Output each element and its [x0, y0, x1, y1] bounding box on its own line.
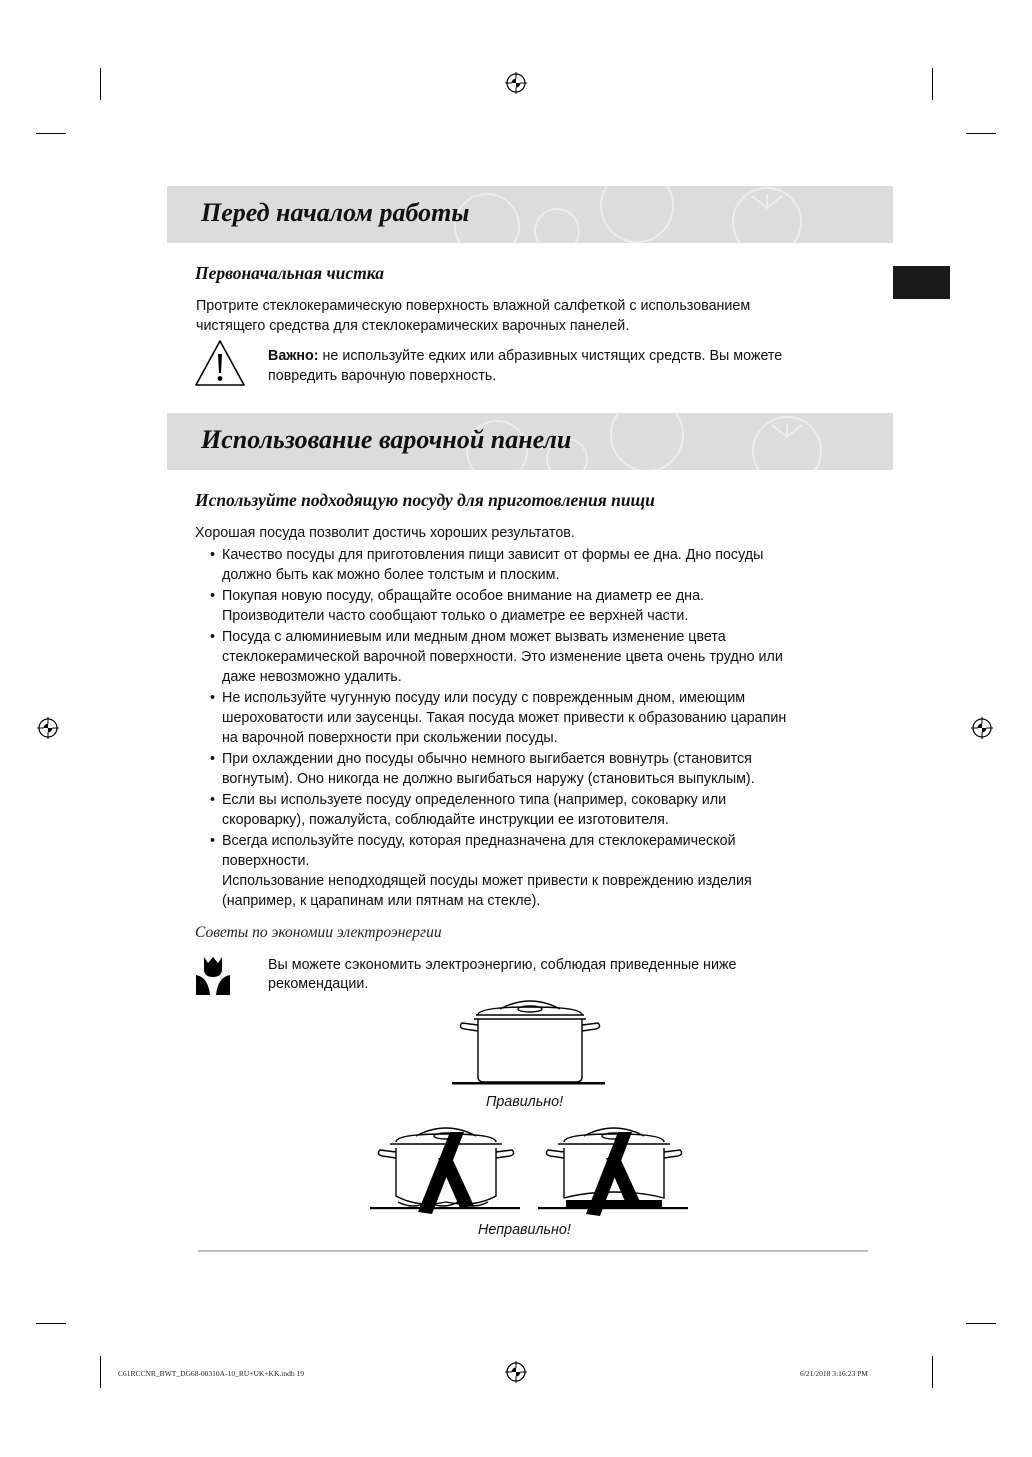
list-item: • Посуда с алюминиевым или медным дном может вызвать изменение цвета стеклокерамической варочной поверхности. Это изменение цвета очень трудно или даже невозможно удалить. [210, 629, 783, 685]
registration-mark-icon [971, 717, 993, 739]
crop-mark [100, 1356, 101, 1388]
crop-mark [966, 1323, 996, 1324]
list-item: • Не используйте чугунную посуду или посуду с поврежденным дном, имеющим шероховатости или заусенцы. Такая посуда может привести к образованию царапин на варочной поверхности при скольжении посуды. [210, 690, 787, 746]
registration-mark-icon [505, 72, 527, 94]
list-item: • Всегда используйте посуду, которая предназначена для стеклокерамической поверхности. Использование неподходящей посуды может привести к повреждению изделия (например, к царапинам или пятнам на стекле). [210, 833, 752, 909]
section-title: Перед началом работы [201, 198, 470, 227]
list-item: • Покупая новую посуду, обращайте особое внимание на диаметр ее дна. Производители часто сообщают только о диаметре ее верхней части. [210, 588, 704, 624]
crop-mark [966, 133, 996, 134]
crop-mark [36, 133, 66, 134]
divider [198, 1250, 868, 1252]
crop-mark [100, 68, 101, 100]
incorrect-caption: Неправильно! [478, 1222, 571, 1238]
crop-mark [932, 68, 933, 100]
warning-text [268, 346, 782, 366]
paragraph-line: Протрите стеклокерамическую поверхность влажной салфеткой с использованием [196, 298, 751, 314]
footer-timestamp: 6/21/2018 3:16:23 PM [800, 1369, 868, 1378]
paragraph-line: чистящего средства для стеклокерамических варочных панелей. [196, 318, 630, 334]
language-tab [893, 266, 950, 299]
tips-title: Советы по экономии электроэнергии [195, 924, 442, 941]
intro-text: Хорошая посуда позволит достичь хороших результатов. [195, 525, 575, 541]
subsection-title: Используйте подходящую посуду для приготовления пищи [195, 490, 655, 510]
list-item: • При охлаждении дно посуды обычно немного выгибается вовнутрь (становится вогнутым). Оно никогда не должно выгибаться наружу (становиться выпуклым). [210, 751, 755, 787]
correct-caption: Правильно! [486, 1094, 564, 1110]
tips-text: рекомендации. [268, 976, 369, 992]
warning-text-rest: не используйте едких или абразивных чистящих средств. Вы можете [318, 348, 783, 364]
list-item: • Качество посуды для приготовления пищи зависит от формы ее дна. Дно посуды должно быть как можно более толстым и плоским. [210, 547, 764, 583]
section-title: Использование варочной панели [201, 425, 572, 454]
warning-label: Важно: [268, 348, 319, 364]
warning-triangle-icon [194, 339, 246, 387]
crop-mark [932, 1356, 933, 1388]
eco-tulip-icon [194, 955, 232, 997]
subsection-title: Первоначальная чистка [195, 263, 384, 283]
incorrect-pot-illustration [536, 1122, 691, 1217]
section-banner [167, 186, 893, 243]
registration-mark-icon [505, 1361, 527, 1383]
correct-pot-illustration [450, 995, 610, 1085]
tips-text: Вы можете сэкономить электроэнергию, соблюдая приведенные ниже [268, 957, 737, 973]
section-banner [167, 413, 893, 470]
warning-text: повредить варочную поверхность. [268, 368, 497, 384]
list-item: • Если вы используете посуду определенного типа (например, соковарку или скороварку), пожалуйста, соблюдайте инструкции ее изготовителя. [210, 792, 727, 828]
crop-mark [36, 1323, 66, 1324]
cookware-tips-list [210, 545, 786, 912]
registration-mark-icon [37, 717, 59, 739]
incorrect-pot-illustration [368, 1122, 523, 1217]
footer-filename: C61RCCNR_BWT_DG68-00310A-10_RU+UK+KK.indb 19 [118, 1369, 304, 1378]
